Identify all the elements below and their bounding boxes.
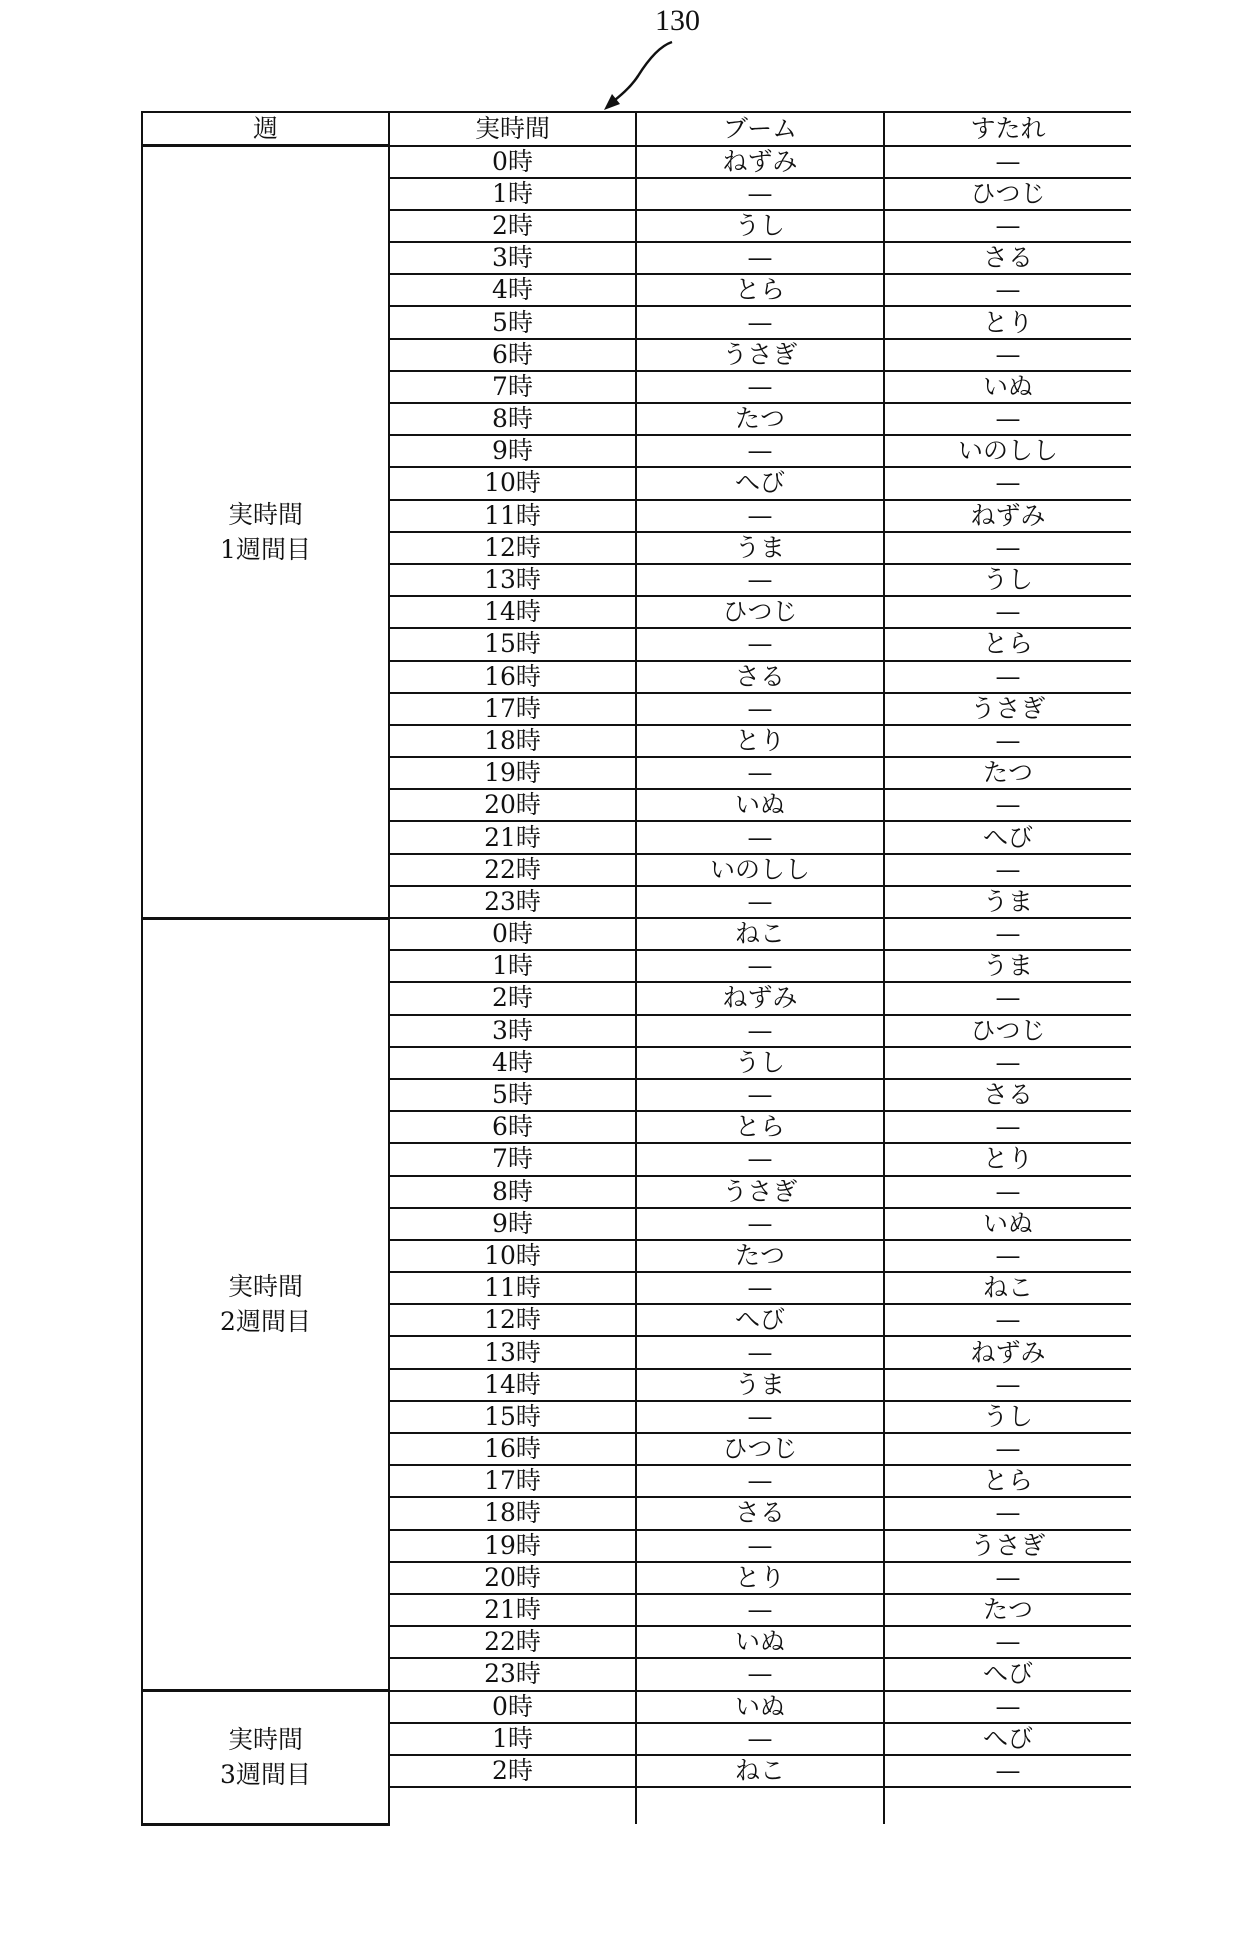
hour-cell: 8時 [389,403,636,435]
hour-cell: 17時 [389,1465,636,1497]
obsolete-cell: — [884,661,1131,693]
hour-cell: 16時 [389,661,636,693]
boom-cell: — [636,1658,884,1690]
boom-cell: — [636,757,884,789]
obsolete-cell: とら [884,628,1131,660]
hour-cell: 17時 [389,693,636,725]
obsolete-cell: うま [884,886,1131,918]
obsolete-cell: — [884,467,1131,499]
obsolete-cell: ねこ [884,1272,1131,1304]
week-label-line: 2週間目 [220,1307,311,1337]
table-row [142,1691,1131,1723]
obsolete-cell: — [884,1111,1131,1143]
schedule-table-container [141,111,1131,1937]
hour-cell: 7時 [389,371,636,403]
reference-numeral: 130 [655,4,700,37]
hour-cell: 18時 [389,1497,636,1529]
obsolete-cell: — [884,1497,1131,1529]
hour-cell: 2時 [389,982,636,1014]
obsolete-cell: — [884,532,1131,564]
obsolete-cell: — [884,854,1131,886]
table-row [142,146,1131,178]
hour-cell: 7時 [389,1143,636,1175]
boom-cell: — [636,1272,884,1304]
obsolete-cell: — [884,1562,1131,1594]
obsolete-cell: — [884,1304,1131,1336]
hour-cell: 23時 [389,1658,636,1690]
boom-cell: — [636,1723,884,1755]
obsolete-cell: — [884,918,1131,950]
boom-cell [636,1787,884,1824]
hour-cell: 20時 [389,789,636,821]
hour-cell: 0時 [389,918,636,950]
obsolete-cell: — [884,1626,1131,1658]
hour-cell: 0時 [389,146,636,178]
boom-cell: いぬ [636,1691,884,1723]
hour-cell: 19時 [389,757,636,789]
boom-cell: うし [636,1047,884,1079]
obsolete-cell [884,1787,1131,1824]
boom-cell: うま [636,532,884,564]
boom-cell: いのしし [636,854,884,886]
obsolete-cell: うし [884,1401,1131,1433]
boom-cell: たつ [636,403,884,435]
boom-cell: うさぎ [636,339,884,371]
reference-arrow-icon [600,38,680,118]
obsolete-cell: いのしし [884,435,1131,467]
obsolete-cell: うし [884,564,1131,596]
boom-cell: — [636,1594,884,1626]
hour-cell: 11時 [389,1272,636,1304]
boom-cell: — [636,564,884,596]
boom-cell: うま [636,1369,884,1401]
obsolete-cell: — [884,1240,1131,1272]
hour-cell: 22時 [389,1626,636,1658]
table-header-row [142,112,1131,146]
boom-cell: うさぎ [636,1176,884,1208]
hour-cell: 14時 [389,596,636,628]
hour-cell: 21時 [389,821,636,853]
obsolete-cell: — [884,403,1131,435]
boom-cell: ねずみ [636,982,884,1014]
hour-cell: 10時 [389,467,636,499]
hour-cell: 21時 [389,1594,636,1626]
header-real-time: 実時間 [389,112,636,146]
boom-cell: — [636,821,884,853]
obsolete-cell: — [884,982,1131,1014]
hour-cell: 6時 [389,1111,636,1143]
boom-cell: — [636,500,884,532]
hour-cell: 3時 [389,1015,636,1047]
header-week: 週 [142,112,389,146]
hour-cell: 1時 [389,178,636,210]
obsolete-cell: いぬ [884,1208,1131,1240]
hour-cell: 22時 [389,854,636,886]
hour-cell: 4時 [389,274,636,306]
hour-cell: 16時 [389,1433,636,1465]
obsolete-cell: とら [884,1465,1131,1497]
boom-cell: — [636,1530,884,1562]
hour-cell: 6時 [389,339,636,371]
obsolete-cell: — [884,339,1131,371]
hour-cell: 15時 [389,628,636,660]
boom-cell: — [636,1336,884,1368]
obsolete-cell: とり [884,1143,1131,1175]
hour-cell: 8時 [389,1176,636,1208]
hour-cell: 1時 [389,950,636,982]
obsolete-cell: ひつじ [884,1015,1131,1047]
hour-cell [389,1787,636,1824]
obsolete-cell: たつ [884,1594,1131,1626]
boom-cell: — [636,693,884,725]
boom-cell: たつ [636,1240,884,1272]
schedule-table [141,111,1131,1826]
boom-cell: — [636,950,884,982]
hour-cell: 23時 [389,886,636,918]
obsolete-cell: — [884,1369,1131,1401]
hour-cell: 14時 [389,1369,636,1401]
obsolete-cell: うま [884,950,1131,982]
week-label-cell [142,146,389,919]
obsolete-cell: ねずみ [884,1336,1131,1368]
obsolete-cell: — [884,789,1131,821]
week-label-line: 実時間 [227,1725,303,1755]
boom-cell: さる [636,1497,884,1529]
boom-cell: — [636,1208,884,1240]
obsolete-cell: うさぎ [884,693,1131,725]
obsolete-cell: たつ [884,757,1131,789]
obsolete-cell: ひつじ [884,178,1131,210]
boom-cell: — [636,628,884,660]
obsolete-cell: いぬ [884,371,1131,403]
boom-cell: — [636,306,884,338]
hour-cell: 2時 [389,210,636,242]
header-obsolete: すたれ [884,112,1131,146]
hour-cell: 9時 [389,435,636,467]
hour-cell: 12時 [389,1304,636,1336]
boom-cell: — [636,1015,884,1047]
hour-cell: 12時 [389,532,636,564]
obsolete-cell: — [884,210,1131,242]
obsolete-cell: — [884,725,1131,757]
obsolete-cell: とり [884,306,1131,338]
hour-cell: 4時 [389,1047,636,1079]
hour-cell: 5時 [389,1079,636,1111]
obsolete-cell: へび [884,821,1131,853]
boom-cell: さる [636,661,884,693]
hour-cell: 9時 [389,1208,636,1240]
obsolete-cell: うさぎ [884,1530,1131,1562]
obsolete-cell: — [884,1433,1131,1465]
obsolete-cell: — [884,1176,1131,1208]
week-label-line: 3週間目 [220,1760,311,1790]
hour-cell: 5時 [389,306,636,338]
boom-cell: — [636,1143,884,1175]
boom-cell: — [636,1401,884,1433]
week-label-cell [142,918,389,1691]
boom-cell: — [636,435,884,467]
boom-cell: へび [636,1304,884,1336]
hour-cell: 0時 [389,1691,636,1723]
obsolete-cell: — [884,274,1131,306]
hour-cell: 15時 [389,1401,636,1433]
obsolete-cell: — [884,1691,1131,1723]
obsolete-cell: へび [884,1658,1131,1690]
hour-cell: 13時 [389,564,636,596]
hour-cell: 11時 [389,500,636,532]
boom-cell: — [636,1079,884,1111]
boom-cell: — [636,178,884,210]
hour-cell: 13時 [389,1336,636,1368]
boom-cell: とり [636,1562,884,1594]
hour-cell: 3時 [389,242,636,274]
boom-cell: — [636,886,884,918]
boom-cell: ねこ [636,918,884,950]
obsolete-cell: さる [884,1079,1131,1111]
table-row [142,918,1131,950]
obsolete-cell: へび [884,1723,1131,1755]
obsolete-cell: ねずみ [884,500,1131,532]
hour-cell: 19時 [389,1530,636,1562]
header-boom: ブーム [636,112,884,146]
boom-cell: とら [636,1111,884,1143]
obsolete-cell: — [884,596,1131,628]
boom-cell: ねこ [636,1755,884,1787]
hour-cell: 10時 [389,1240,636,1272]
obsolete-cell: — [884,146,1131,178]
obsolete-cell: — [884,1047,1131,1079]
week-label-line: 実時間 [227,1272,303,1302]
table-body [142,146,1131,1825]
week-label-line: 実時間 [227,499,303,529]
boom-cell: — [636,1465,884,1497]
boom-cell: うし [636,210,884,242]
boom-cell: ひつじ [636,596,884,628]
hour-cell: 20時 [389,1562,636,1594]
boom-cell: とり [636,725,884,757]
boom-cell: — [636,371,884,403]
boom-cell: ねずみ [636,146,884,178]
obsolete-cell: — [884,1755,1131,1787]
boom-cell: へび [636,467,884,499]
boom-cell: — [636,242,884,274]
boom-cell: いぬ [636,789,884,821]
boom-cell: ひつじ [636,1433,884,1465]
boom-cell: とら [636,274,884,306]
hour-cell: 2時 [389,1755,636,1787]
hour-cell: 18時 [389,725,636,757]
boom-cell: いぬ [636,1626,884,1658]
week-label-cell [142,1691,389,1825]
week-label-line: 1週間目 [220,534,311,564]
obsolete-cell: さる [884,242,1131,274]
hour-cell: 1時 [389,1723,636,1755]
